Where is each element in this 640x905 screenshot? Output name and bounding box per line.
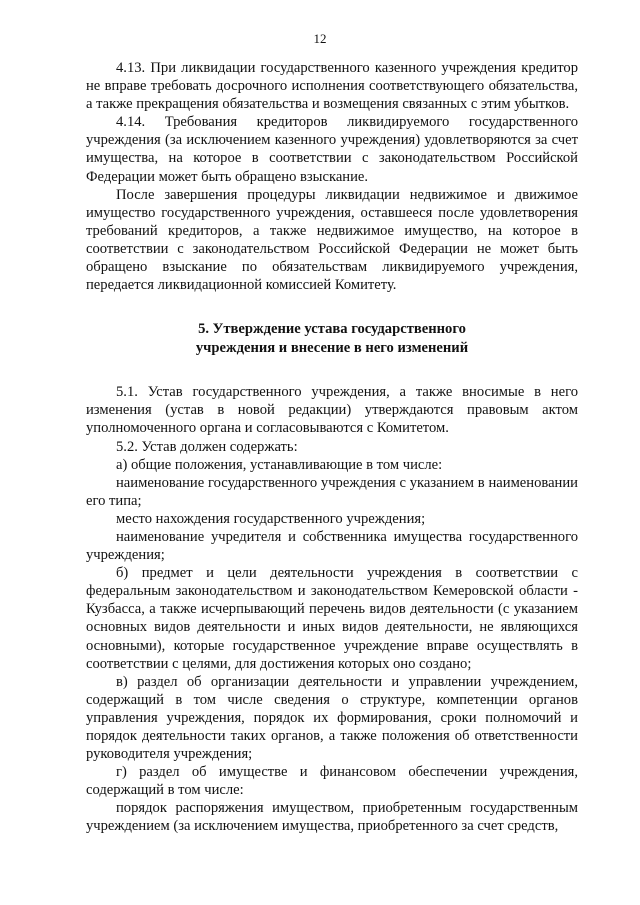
paragraph-5-1: 5.1. Устав государственного учреждения, а также вносимые в него изменения (устав в новой редакции) утверждаются правовым актом уполномоченного органа и согласовываются с Комитетом.	[86, 384, 578, 437]
page-number: 12	[313, 31, 327, 46]
item-a: а) общие положения, устанавливающие в том числе:	[116, 456, 443, 473]
section-heading-line-2: учреждения и внесение в него изменений	[195, 339, 469, 356]
item-a-name: наименование государственного учреждения с указанием в наименовании его типа;	[86, 474, 578, 509]
item-g-property-order: порядок распоряжения имуществом, приобретенным государственным учреждением (за исключением имущества, приобретенного за счет средств,	[86, 800, 578, 835]
section-5-heading	[86, 320, 578, 357]
item-a-location: место нахождения государственного учреждения;	[116, 510, 426, 527]
paragraph-5-2: 5.2. Устав должен содержать:	[116, 438, 298, 455]
item-b: б) предмет и цели деятельности учреждения в соответствии с федеральным законодательством и законодательством Кемеровской области - Кузбасса, а также исчерпывающий перечень видов деятельности (с указанием основных видов деятельности и иных видов деятельности, не являющихся основными), которые государственное учреждение вправе осуществлять в соответствии с целями, для достижения которых оно создано;	[86, 565, 578, 672]
item-v: в) раздел об организации деятельности и управлении учреждением, содержащий в том числе сведения о структуре, компетенции органов управления учреждения, порядок их формирования, сроки полномочий и порядок деятельности таких органов, а также положения об ответственности руководителя учреждения;	[86, 673, 578, 763]
section-heading-line-1: 5. Утверждение устава государственного	[198, 321, 466, 338]
paragraph-4-14: 4.14. Требования кредиторов ликвидируемого государственного учреждения (за исключением казенного учреждения) удовлетворяются за счет имущества, на которое в соответствии с законодательством Российской Федерации может быть обращено взыскание.	[86, 114, 578, 185]
page-body	[86, 59, 578, 836]
item-a-founder: наименование учредителя и собственника имущества государственного учреждения;	[86, 528, 578, 564]
item-g: г) раздел об имуществе и финансовом обеспечении учреждения, содержащий в том числе:	[86, 764, 578, 799]
paragraph-4-13: 4.13. При ликвидации государственного казенного учреждения кредитор не вправе требовать досрочного исполнения соответствующего обязательства, а также прекращения обязательства и возмещения связанных с этим убытков.	[86, 60, 578, 113]
paragraph-liquidation-transfer: После завершения процедуры ликвидации недвижимое и движимое имущество государственного учреждения, оставшееся после удовлетворения требований кредиторов, а также недвижимое имущество, на которое в соответствии с законодательством Российской Федерации не может быть обращено взыскание по обязательствам ликвидируемого учреждения, передается ликвидационной комиссией Комитету.	[86, 186, 578, 294]
